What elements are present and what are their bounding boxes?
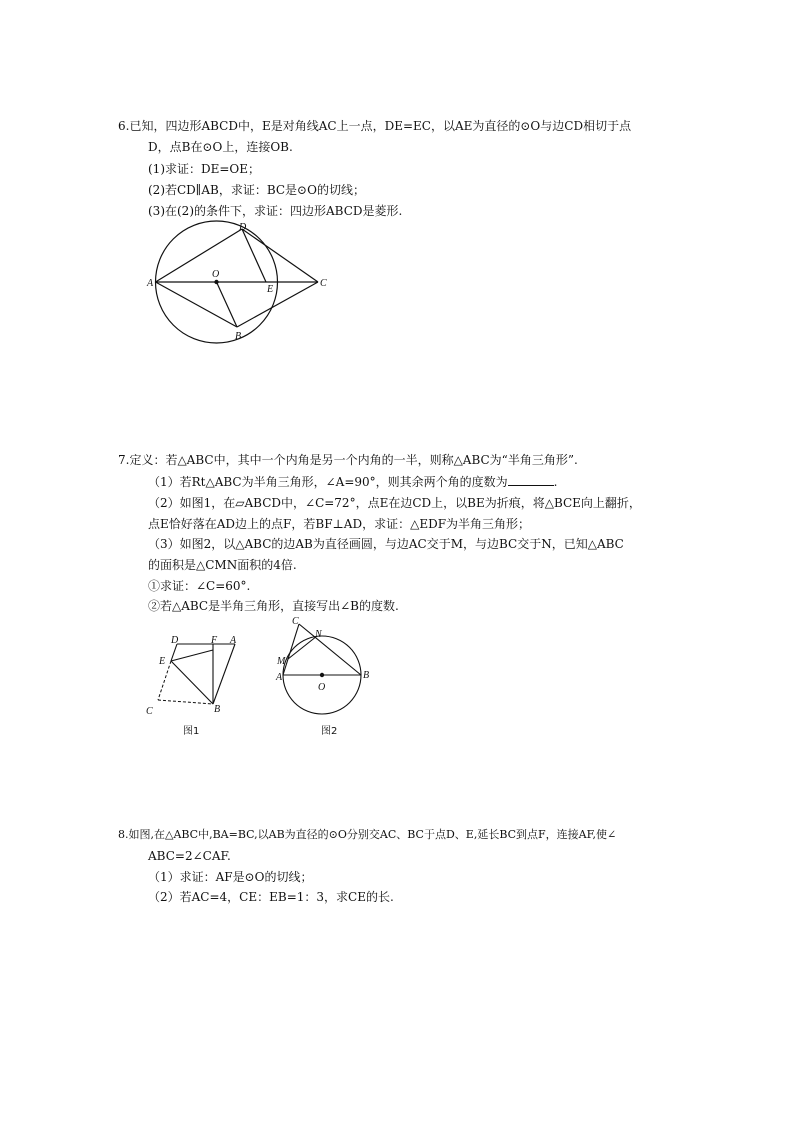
fig2-label-M: M (277, 656, 286, 667)
fig1-dashed-CB (158, 700, 213, 704)
q6-line-OB (217, 282, 238, 327)
q7-part2-line1: （2）如图1，在▱ABCD中，∠C=72°，点E在边CD上，以BE为折痕，将△BCE向上翻折， (148, 496, 641, 510)
q6-stem-line1: 6.已知，四边形ABCD中，E是对角线AC上一点，DE=EC，以AE为直径的⊙O与边CD相切于点 (118, 119, 632, 133)
fig2-center-dot (320, 673, 324, 677)
q7-figure1 (140, 630, 250, 720)
fig2-label-A: A (276, 672, 283, 683)
fig1-label-D: D (171, 635, 179, 646)
q8-part1: （1）求证：AF是⊙O的切线； (148, 870, 313, 884)
fig1-line-EF (171, 650, 213, 661)
fig2-label-B: B (363, 670, 370, 681)
fig2-label-N: N (315, 629, 322, 640)
q7-sub2: ②若△ABC是半角三角形，直接写出∠B的度数. (148, 599, 399, 613)
q6-label-A: A (147, 278, 154, 289)
q6-part2: (2)若CD∥AB，求证：BC是⊙O的切线； (148, 183, 365, 197)
fig1-line-EB (171, 661, 213, 704)
q6-label-D: D (239, 222, 247, 233)
q7-part3-line2: 的面积是△CMN面积的4倍. (148, 558, 297, 572)
answer-blank (508, 474, 554, 486)
q6-label-B: B (235, 331, 242, 342)
fig1-line-AB (213, 644, 235, 704)
fig2-line-AC (283, 624, 299, 675)
fig1-line-DE (171, 644, 177, 661)
fig1-label-C: C (146, 706, 153, 717)
q6-figure (140, 218, 340, 346)
fig2-label-O: O (318, 682, 326, 693)
fig1-caption: 图1 (183, 726, 200, 737)
q7-part1-end: . (553, 475, 558, 489)
q7-part1 (148, 474, 557, 490)
q6-line-AB (156, 282, 238, 327)
q6-line-AD (156, 229, 243, 282)
q6-stem-line2: D，点B在⊙O上，连接OB. (148, 140, 293, 154)
q6-label-E: E (267, 284, 274, 295)
fig1-label-F: F (211, 635, 218, 646)
q8-stem-line1: 8.如图,在△ABC中,BA=BC,以AB为直径的⊙O分别交AC、BC于点D、E,延长BC到点F，连接AF,使∠ (118, 828, 617, 841)
q7-part1-text: （1）若Rt△ABC为半角三角形，∠A=90°，则其余两个角的度数为 (148, 475, 508, 489)
q6-label-O: O (212, 269, 220, 280)
q7-part2-line2: 点E恰好落在AD边上的点F，若BF⊥AD，求证：△EDF为半角三角形； (148, 517, 531, 531)
q7-figure2 (270, 612, 380, 722)
q7-part3-line1: （3）如图2，以△ABC的边AB为直径画圆，与边AC交于M，与边BC交于N，已知△ABC (148, 537, 624, 551)
q6-part1: (1)求证：DE=OE； (148, 162, 261, 176)
q6-label-C: C (320, 278, 327, 289)
fig2-label-C: C (292, 616, 299, 627)
fig1-label-A: A (230, 635, 237, 646)
q8-stem-line2: ABC=2∠CAF. (148, 849, 231, 863)
fig2-line-MN (288, 636, 317, 659)
q6-part3: (3)在(2)的条件下，求证：四边形ABCD是菱形. (148, 204, 403, 218)
fig1-label-E: E (159, 656, 166, 667)
fig1-label-B: B (214, 704, 221, 715)
q7-stem: 7.定义：若△ABC中，其中一个内角是另一个内角的一半，则称△ABC为“半角三角形”. (118, 453, 578, 467)
q7-sub1: ①求证：∠C=60°. (148, 579, 251, 593)
q6-center-dot (214, 280, 218, 284)
q8-part2: （2）若AC=4，CE：EB=1：3，求CE的长. (148, 890, 394, 904)
fig2-caption: 图2 (321, 726, 338, 737)
